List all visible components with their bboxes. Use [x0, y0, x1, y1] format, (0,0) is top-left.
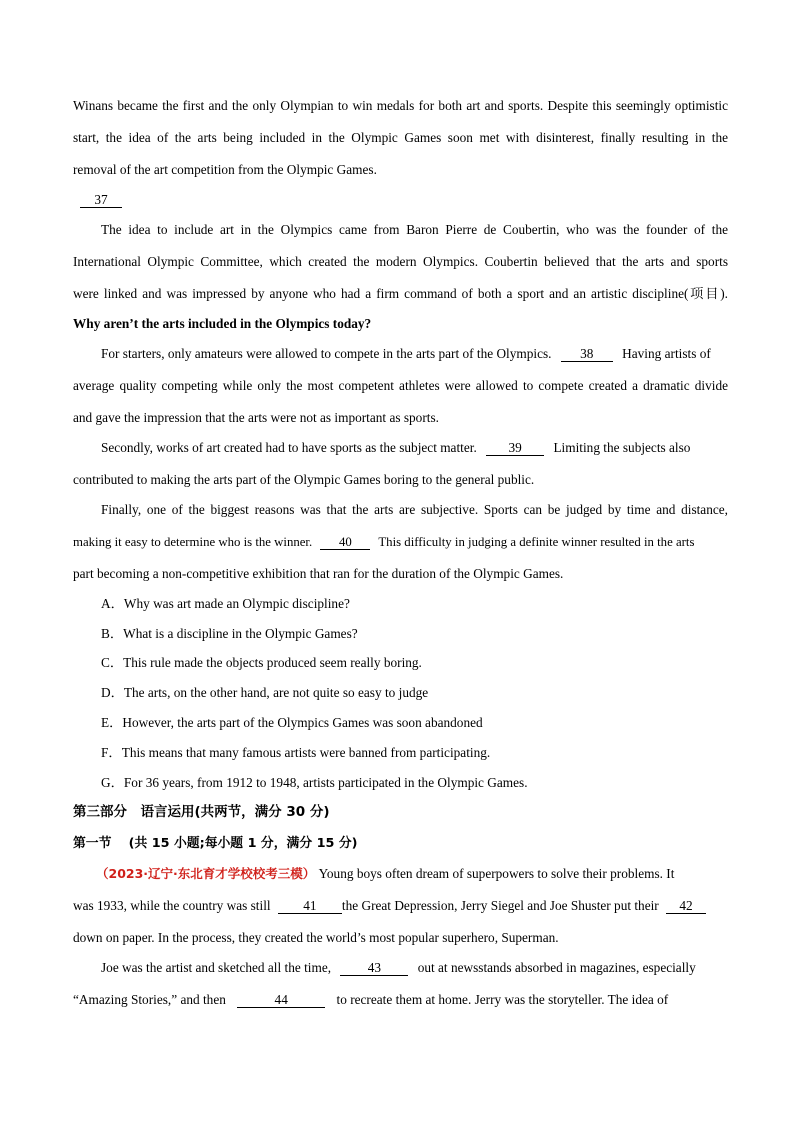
answer-blank-44[interactable]: 44	[237, 993, 325, 1008]
paragraph-line: removal of the art competition from the Olympic Games.	[73, 162, 377, 177]
text: Having artists of	[622, 346, 711, 361]
cloze-line	[101, 960, 728, 976]
paragraph-line: start, the idea of the arts being included in the Olympic Games soon met with disinterest, finally resulting in the	[73, 130, 728, 145]
cloze-line: down on paper. In the process, they created the world’s most popular superhero, Superman.	[73, 930, 559, 945]
option-item: E．However, the arts part of the Olympics Games was soon abandoned	[101, 715, 483, 730]
paragraph-line: The idea to include art in the Olympics came from Baron Pierre de Coubertin, who was the founder of the	[101, 222, 728, 237]
paragraph-line: Winans became the first and the only Olympian to win medals for both art and sports. Despite this seemingly optimistic	[73, 98, 728, 113]
text: Limiting the subjects also	[553, 440, 691, 455]
cloze-line	[96, 866, 728, 882]
section-heading: Why aren’t the arts included in the Olympics today?	[73, 316, 372, 331]
text: out at newsstands absorbed in magazines, especially	[417, 960, 696, 975]
answer-blank-43[interactable]: 43	[340, 961, 408, 976]
part-title: 第三部分 语言运用(共两节，满分 30 分)	[73, 804, 330, 820]
text: “Amazing Stories,” and then	[73, 992, 226, 1007]
text: was 1933, while the country was still	[73, 898, 271, 913]
option-item: A．Why was art made an Olympic discipline?	[101, 596, 350, 611]
source-label: （2023·辽宁·东北育才学校校考三模）	[96, 866, 316, 881]
paragraph-line: were linked and was impressed by anyone who had a firm command of both a sport and an artistic discipline(项目).	[73, 286, 728, 301]
answer-blank-42[interactable]: 42	[666, 899, 706, 914]
paragraph-line	[101, 346, 728, 362]
answer-blank-37[interactable]	[80, 192, 140, 208]
text: Secondly, works of art created had to have sports as the subject matter.	[101, 440, 477, 455]
answer-blank-40[interactable]: 40	[320, 535, 370, 550]
text: making it easy to determine who is the winner.	[73, 535, 313, 549]
text: the Great Depression, Jerry Siegel and Joe Shuster put their	[341, 898, 659, 913]
paragraph-line	[73, 534, 728, 550]
text: For starters, only amateurs were allowed to compete in the arts part of the Olympics.	[101, 346, 552, 361]
option-item: D．The arts, on the other hand, are not quite so easy to judge	[101, 685, 429, 700]
blank-number: 37	[80, 193, 122, 208]
paragraph-line: part becoming a non-competitive exhibition that ran for the duration of the Olympic Games.	[73, 566, 564, 581]
answer-blank-41[interactable]: 41	[278, 899, 342, 914]
text: Young boys often dream of superpowers to solve their problems. It	[318, 866, 675, 881]
answer-blank-39[interactable]: 39	[486, 441, 544, 456]
option-item: C．This rule made the objects produced seem really boring.	[101, 655, 422, 670]
paragraph-line: International Olympic Committee, which created the modern Olympics. Coubertin believed that the arts and sports	[73, 254, 728, 269]
text: to recreate them at home. Jerry was the storyteller. The idea of	[336, 992, 669, 1007]
section-title: 第一节 (共 15 小题;每小题 1 分，满分 15 分)	[73, 836, 358, 851]
paragraph-line	[101, 440, 728, 456]
option-item: F．This means that many famous artists were banned from participating.	[101, 745, 491, 760]
paragraph-line: and gave the impression that the arts were not as important as sports.	[73, 410, 439, 425]
paragraph-line: average quality competing while only the most competent athletes were allowed to compete created a dramatic divide	[73, 378, 728, 393]
text: This difficulty in judging a definite winner resulted in the arts	[378, 535, 695, 549]
cloze-line	[73, 898, 728, 914]
paragraph-line: Finally, one of the biggest reasons was that the arts are subjective. Sports can be judged by time and distance,	[101, 502, 728, 517]
cloze-line	[73, 992, 728, 1008]
option-item: G．For 36 years, from 1912 to 1948, artists participated in the Olympic Games.	[101, 775, 528, 790]
answer-blank-38[interactable]: 38	[561, 347, 613, 362]
option-item: B．What is a discipline in the Olympic Games?	[101, 626, 358, 641]
text: Joe was the artist and sketched all the time,	[101, 960, 332, 975]
paragraph-line: contributed to making the arts part of the Olympic Games boring to the general public.	[73, 472, 535, 487]
